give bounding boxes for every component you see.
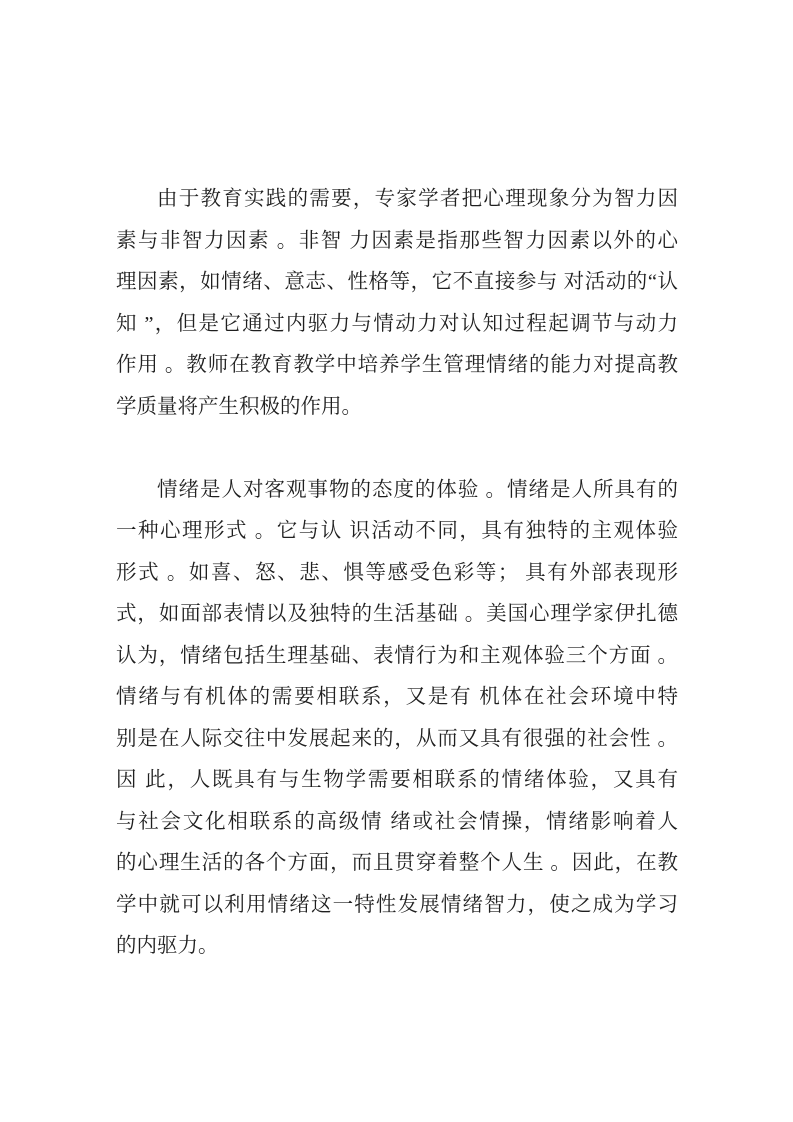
text-line: 学中就可以利用情绪这一特性发展情绪智力，使之成为学习 [116,893,678,916]
text-line: 与社会文化相联系的高级情 绪或社会情操，情绪影响着人 [116,810,678,833]
text-line: 的内驱力。 [116,935,219,957]
document-body [116,179,678,1009]
text-line: 认为，情绪包括生理基础、表情行为和主观体验三个方面 。 [116,644,678,667]
paragraph [116,179,678,428]
text-line: 由于教育实践的需要，专家学者把心理现象分为智力因 [157,188,678,210]
text-line: 理因素，如情绪、意志、性格等，它不直接参与 对活动的“认 [116,271,678,293]
text-line: 式，如面部表情以及独特的生活基础 。美国心理学家伊扎德 [116,603,678,625]
paragraph [116,470,678,968]
text-line: 素与非智力因素 。非智 力因素是指那些智力因素以外的心 [116,229,678,252]
text-line: 形式 。如喜、怒、悲、惧等感受色彩等； 具有外部表现形 [116,561,678,584]
text-line: 别是在人际交往中发展起来的，从而又具有很强的社会性 。 [116,727,678,750]
text-line: 学质量将产生积极的作用。 [116,395,362,418]
text-line: 情绪是人对客观事物的态度的体验 。情绪是人所具有的 [157,478,678,501]
text-line: 作用 。教师在教育教学中培养学生管理情绪的能力对提高教 [116,354,678,376]
text-line: 情绪与有机体的需要相联系，又是有 机体在社会环境中特 [116,686,678,708]
text-line: 知 ”，但是它通过内驱力与情动力对认知过程起调节与动力 [116,312,678,335]
text-line: 的心理生活的各个方面，而且贯穿着整个人生 。因此，在教 [116,852,678,874]
text-line: 一种心理形式 。它与认 识活动不同，具有独特的主观体验 [116,520,678,542]
text-line: 因 此，人既具有与生物学需要相联系的情绪体验，又具有 [116,769,678,791]
